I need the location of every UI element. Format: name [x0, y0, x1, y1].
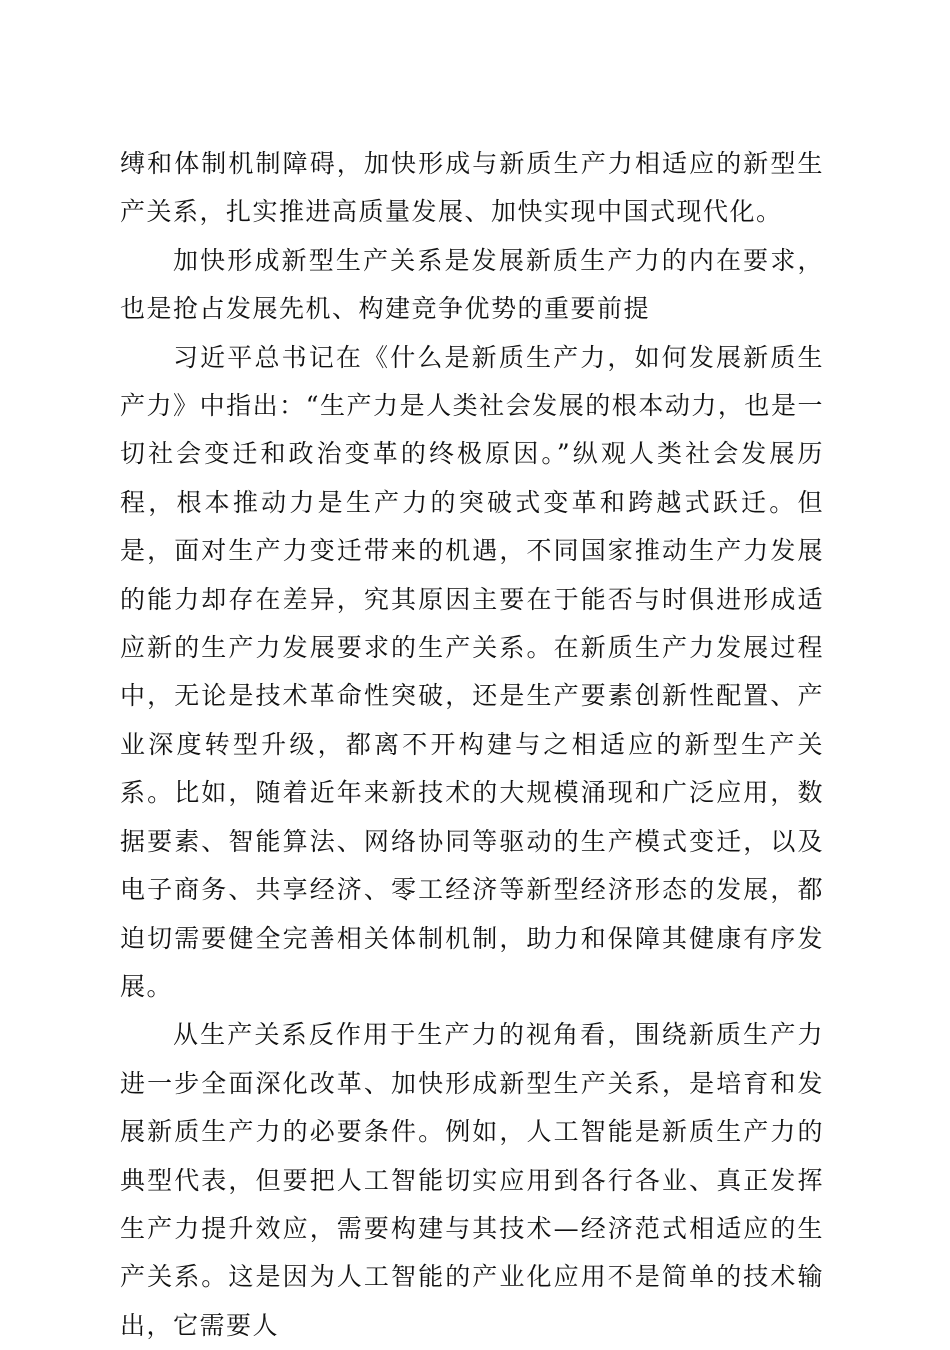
paragraph-continuation: 缚和体制机制障碍，加快形成与新质生产力相适应的新型生产关系，扎实推进高质量发展、加快实现中国式现代化。 [120, 149, 824, 227]
paragraph-body: 习近平总书记在《什么是新质生产力，如何发展新质生产力》中指出：“生产力是人类社会发展的根本动力，也是一切社会变迁和政治变革的终极原因。”纵观人类社会发展历程，根本推动力是生产力的突破式变革和跨越式跃迁。但是，面对生产力变迁带来的机遇，不同国家推动生产力发展的能力却存在差异，究其原因主要在于能否与时俱进形成适应新的生产力发展要求的生产关系。在新质生产力发展过程中，无论是技术革命性突破，还是生产要素创新性配置、产业深度转型升级，都离不开构建与之相适应的新型生产关系。比如，随着近年来新技术的大规模涌现和广泛应用，数据要素、智能算法、网络协同等驱动的生产模式变迁，以及电子商务、共享经济、零工经济等新型经济形态的发展，都迫切需要健全完善相关体制机制，助力和保障其健康有序发展。 [120, 342, 824, 1001]
document-page [120, 140, 824, 1350]
paragraph-body: 从生产关系反作用于生产力的视角看，围绕新质生产力进一步全面深化改革、加快形成新型生产关系，是培育和发展新质生产力的必要条件。例如，人工智能是新质生产力的典型代表，但要把人工智能切实应用到各行各业、真正发挥生产力提升效应，需要构建与其技术—经济范式相适应的生产关系。这是因为人工智能的产业化应用不是简单的技术输出，它需要人 [120, 1020, 824, 1340]
paragraph-heading-statement: 加快形成新型生产关系是发展新质生产力的内在要求，也是抢占发展先机、构建竞争优势的重要前提 [120, 245, 824, 324]
